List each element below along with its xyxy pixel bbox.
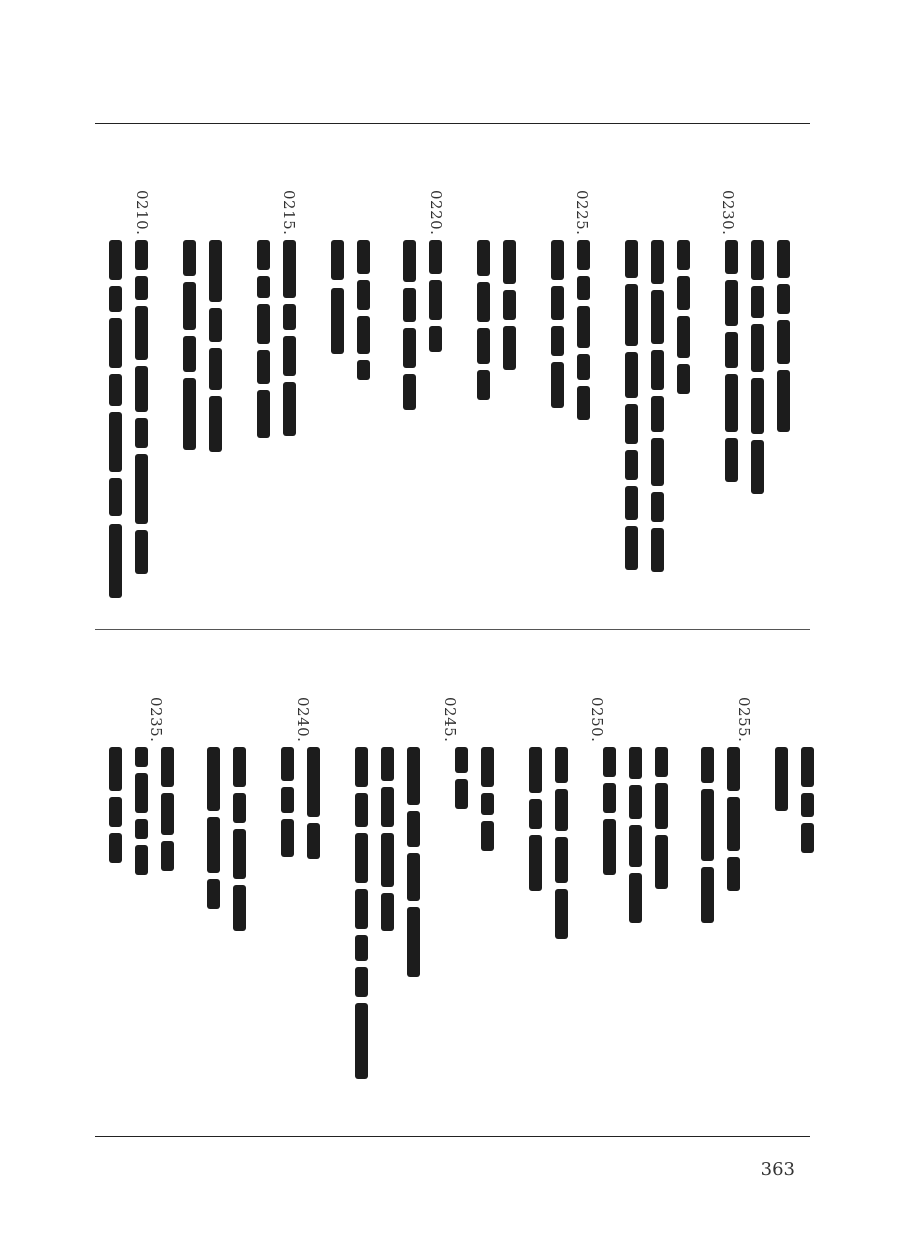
text-column — [503, 240, 516, 380]
text-column — [677, 240, 690, 400]
text-column — [407, 747, 420, 987]
verse-number: 0230. — [719, 190, 737, 236]
text-column — [307, 747, 320, 867]
verse-number: 0250. — [588, 697, 606, 743]
text-column — [455, 747, 468, 817]
verse-number: 0220. — [427, 190, 445, 236]
text-column — [801, 747, 814, 857]
text-column — [629, 747, 642, 932]
text-column — [135, 240, 148, 590]
text-column — [727, 747, 740, 897]
text-column — [577, 240, 590, 425]
verse-number: 0240. — [294, 697, 312, 743]
text-column — [429, 240, 442, 360]
text-column — [233, 747, 246, 937]
verse-number: 0210. — [133, 190, 151, 236]
text-column — [477, 240, 490, 410]
text-column — [207, 747, 220, 917]
text-column — [603, 747, 616, 882]
text-column — [357, 240, 370, 390]
text-column — [135, 747, 148, 877]
text-column — [625, 240, 638, 580]
lower-section — [95, 697, 810, 1117]
text-column — [529, 747, 542, 897]
top-rule — [95, 123, 810, 124]
text-column — [331, 240, 344, 360]
text-column — [109, 240, 122, 600]
text-column — [551, 240, 564, 415]
text-column — [725, 240, 738, 490]
text-column — [257, 240, 270, 440]
verse-number: 0225. — [573, 190, 591, 236]
text-column — [381, 747, 394, 937]
text-column — [655, 747, 668, 897]
text-column — [109, 747, 122, 867]
verse-number: 0245. — [441, 697, 459, 743]
text-column — [701, 747, 714, 932]
text-column — [775, 747, 788, 817]
verse-number: 0235. — [147, 697, 165, 743]
text-column — [481, 747, 494, 857]
text-column — [161, 747, 174, 877]
text-column — [355, 747, 368, 1087]
text-column — [183, 240, 196, 470]
page-number: 363 — [760, 1159, 795, 1180]
verse-number: 0255. — [735, 697, 753, 743]
text-column — [777, 240, 790, 440]
text-column — [555, 747, 568, 947]
upper-section — [95, 190, 810, 610]
text-column — [283, 240, 296, 440]
bottom-rule — [95, 1136, 810, 1137]
text-column — [209, 240, 222, 470]
text-column — [751, 240, 764, 500]
text-column — [403, 240, 416, 420]
text-column — [281, 747, 294, 872]
verse-number: 0215. — [280, 190, 298, 236]
text-column — [651, 240, 664, 580]
middle-rule — [95, 629, 810, 630]
